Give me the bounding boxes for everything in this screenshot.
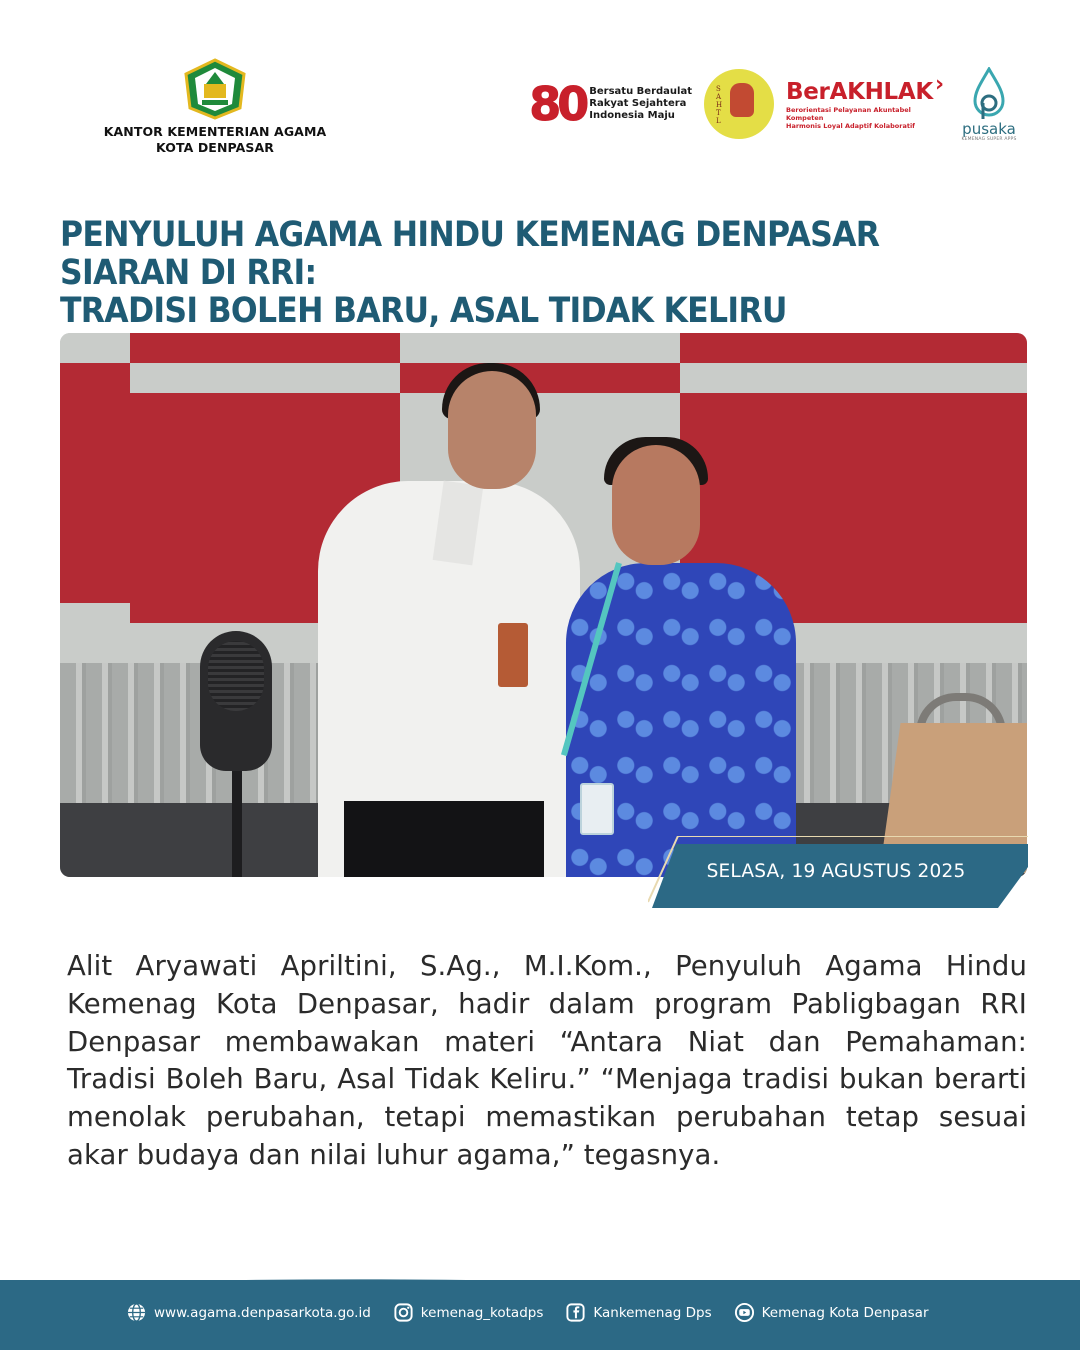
- partner-logos: [529, 64, 1020, 144]
- facebook-icon: [565, 1302, 586, 1323]
- org-block: [100, 58, 330, 156]
- instagram-icon: [393, 1302, 414, 1323]
- logo-80-slogan: [589, 86, 692, 122]
- logo-80-anniversary: [529, 77, 692, 131]
- org-name-line1: KANTOR KEMENTERIAN AGAMA: [103, 124, 327, 139]
- berakhlak-logo: [786, 71, 946, 130]
- website-link[interactable]: [126, 1302, 371, 1323]
- article-body: Alit Aryawati Apriltini, S.Ag., M.I.Kom., Penyuluh Agama Hindu Kemenag Kota Denpasar, hadir dalam program Pabligbagan RRI Denpasar membawakan materi “Antara Niat dan Pemahaman: Tradisi Boleh Baru, Asal Tidak Keliru.” “Menjaga tradisi bukan berarti menolak perubahan, tetapi memastikan perubahan tetap sesuai akar budaya dan nilai luhur agama,” tegasnya.: [67, 950, 1027, 1171]
- berakhlak-title: BerAKHLAK: [786, 78, 933, 105]
- fist-campaign-logo-icon: S A H T L: [704, 69, 774, 139]
- headline-line2: TRADISI BOLEH BARU, ASAL TIDAK KELIRU: [60, 291, 787, 331]
- pusaka-name: pusaka: [962, 119, 1016, 138]
- headline: [60, 216, 933, 330]
- youtube-icon: [734, 1302, 755, 1323]
- pusaka-tagline: KEMENAG SUPER APPS: [961, 136, 1017, 142]
- microphone-icon: [200, 631, 272, 771]
- kemenag-emblem-icon: [180, 58, 250, 120]
- facebook-label: Kankemenag Dps: [593, 1304, 712, 1321]
- facebook-link[interactable]: [565, 1302, 711, 1323]
- headline-line1: PENYULUH AGAMA HINDU KEMENAG DENPASAR SIARAN DI RRI:: [60, 215, 880, 293]
- globe-icon: [126, 1302, 147, 1323]
- youtube-link[interactable]: [734, 1302, 929, 1323]
- instagram-link[interactable]: [393, 1302, 544, 1323]
- logo-80-line2: Rakyat Sejahtera: [589, 98, 687, 109]
- footer-contacts: [126, 1302, 929, 1323]
- youtube-label: Kemenag Kota Denpasar: [761, 1304, 929, 1321]
- berakhlak-line2: Harmonis Loyal Adaptif Kolaboratif: [786, 121, 916, 130]
- pusaka-drop-icon: [971, 67, 1007, 121]
- logo-80-line3: Indonesia Maju: [589, 110, 675, 121]
- instagram-label: kemenag_kotadps: [420, 1304, 544, 1321]
- id-card-icon: [498, 623, 528, 687]
- berakhlak-line1: Berorientasi Pelayanan Akuntabel Kompeten: [786, 105, 911, 122]
- website-label: www.agama.denpasarkota.go.id: [154, 1304, 371, 1321]
- org-name-line2: KOTA DENPASAR: [156, 140, 274, 155]
- chevron-right-icon: ›: [934, 71, 944, 97]
- id-card-icon: [580, 783, 614, 835]
- logo-80-number: 80: [529, 77, 586, 131]
- logo-80-line1: Bersatu Berdaulat: [589, 86, 692, 97]
- post-date: SELASA, 19 AGUSTUS 2025: [706, 861, 966, 882]
- pusaka-logo: [958, 67, 1020, 142]
- news-photo: [60, 333, 1027, 877]
